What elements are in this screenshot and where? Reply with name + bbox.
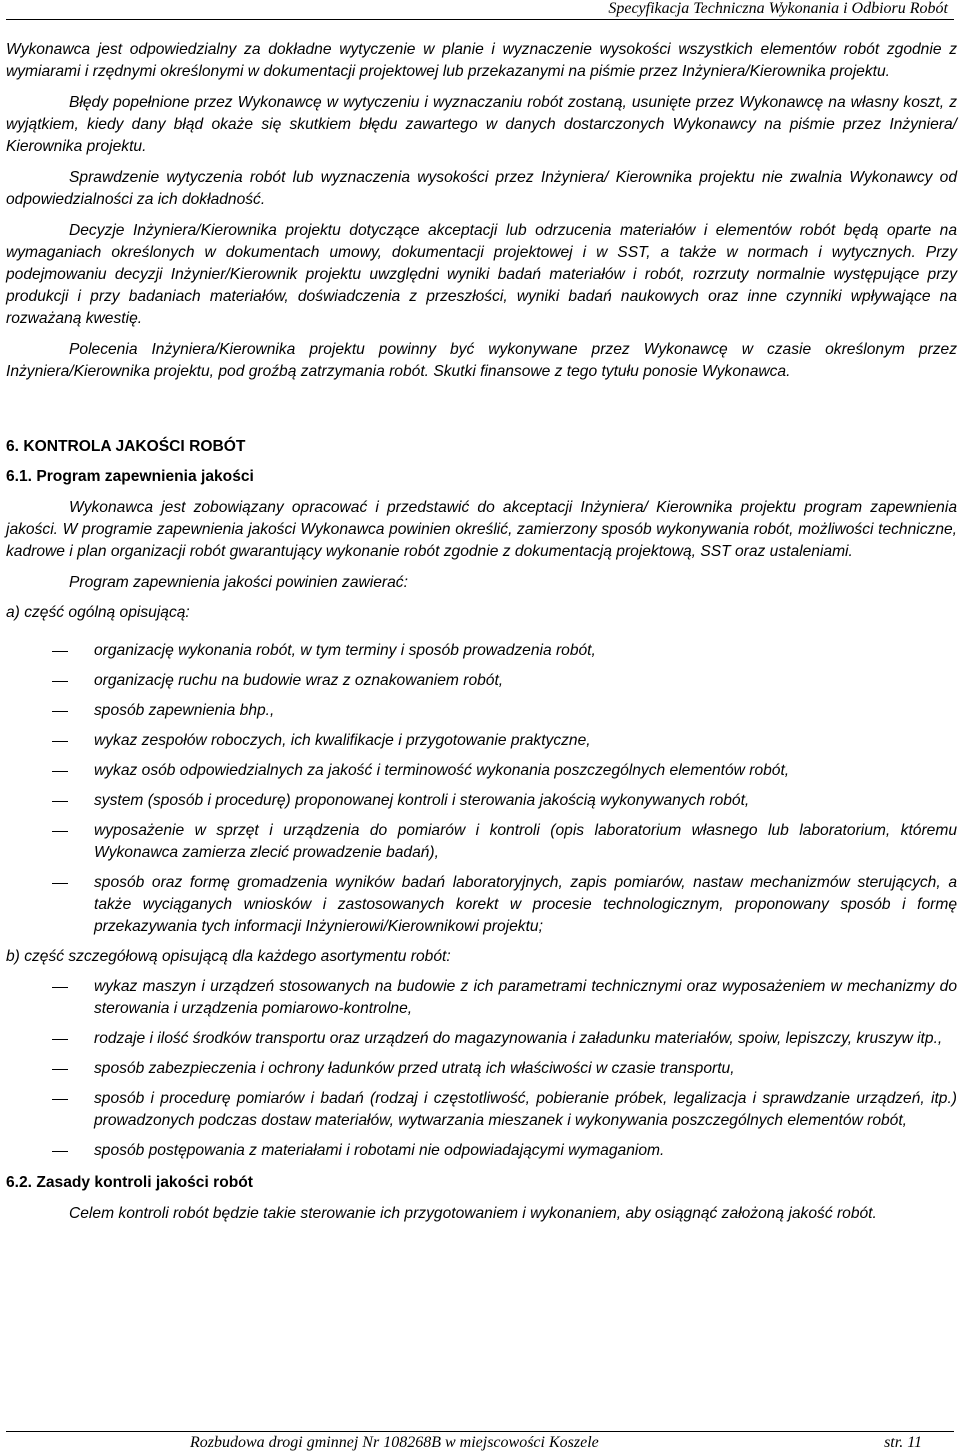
paragraph-errors: Błędy popełnione przez Wykonawcę w wytyczeniu i wyznaczaniu robót zostaną, usunięte przez Wykonawcę na własny koszt, z wyjątkiem, kiedy dany błąd okaże się skutkiem błędu zawartego w danych dostarczonych Wykonawcy na piśmie przez Inżyniera/ Kierownika projektu. [6,94,957,155]
document-body [6,39,957,1225]
list-item: wykaz zespołów roboczych, ich kwalifikacje i przygotowanie praktyczne, [6,730,957,752]
dash-bullet-icon [52,771,68,772]
dash-bullet-icon [52,987,68,988]
list-item: rodzaje i ilość środków transportu oraz urządzeń do magazynowania i załadunku materiałów, spoiw, lepiszczy, kruszyw itp., [6,1028,957,1050]
paragraph-program-contents: Program zapewnienia jakości powinien zawierać: [69,574,408,591]
list-item: wykaz maszyn i urządzeń stosowanych na budowie z ich parametrami technicznymi oraz wyposażeniem w mechanizmy do sterowania i urządzenia pomiarowo-kontrolne, [6,976,957,1020]
list-item: organizację ruchu na budowie wraz z oznakowaniem robót, [6,670,957,692]
list-item: sposób zabezpieczenia i ochrony ładunków przed utratą ich właściwości w czasie transportu, [6,1058,957,1080]
list-item: wyposażenie w sprzęt i urządzenia do pomiarów i kontroli (opis laboratorium własnego lub laboratorium, któremu Wykonawca zamierza zlecić prowadzenie badań), [6,820,957,864]
dash-bullet-icon [52,651,68,652]
subsection-heading-quality-program: 6.1. Program zapewnienia jakości [6,468,254,485]
dash-bullet-icon [52,883,68,884]
section-heading-quality-control: 6. KONTROLA JAKOŚCI ROBÓT [6,438,246,455]
header-rule [6,19,954,20]
dash-bullet-icon [52,1069,68,1070]
list-item: sposób oraz formę gromadzenia wyników badań laboratoryjnych, zapis pomiarów, nastaw mechanizmów sterujących, a także wyciąganych wniosków i zastosowanych korekt w procesie technologicznym, proponowany sposób i formę przekazywania tych informacji Inżynierowi/Kierownikowi projektu; [6,872,957,938]
list-item: wykaz osób odpowiedzialnych za jakość i terminowość wykonania poszczególnych elementów robót, [6,760,957,782]
part-a-list [6,640,957,938]
dash-bullet-icon [52,711,68,712]
list-item: organizację wykonania robót, w tym terminy i sposób prowadzenia robót, [6,640,957,662]
part-a-label: a) część ogólną opisującą: [6,604,190,621]
dash-bullet-icon [52,1151,68,1152]
footer-page-number: str. 11 [884,1434,922,1451]
page-header-title: Specyfikacja Techniczna Wykonania i Odbioru Robót [608,0,948,17]
footer-rule [6,1431,954,1432]
part-b-label: b) część szczegółową opisującą dla każdego asortymentu robót: [6,948,451,965]
footer-project-name: Rozbudowa drogi gminnej Nr 108268B w miejscowości Koszele [190,1434,599,1451]
list-item: sposób postępowania z materiałami i robotami nie odpowiadającymi wymaganiom. [6,1140,957,1162]
dash-bullet-icon [52,741,68,742]
list-item: system (sposób i procedurę) proponowanej kontroli i sterowania jakością wykonywanych robót, [6,790,957,812]
dash-bullet-icon [52,831,68,832]
paragraph-verification: Sprawdzenie wytyczenia robót lub wyznaczenia wysokości przez Inżyniera/ Kierownika projektu nie zwalnia Wykonawcy od odpowiedzialności za ich dokładność. [6,169,957,208]
subsection-heading-quality-rules: 6.2. Zasady kontroli jakości robót [6,1174,253,1191]
part-b-list [6,976,957,1162]
paragraph-orders: Polecenia Inżyniera/Kierownika projektu powinny być wykonywane przez Wykonawcę w czasie określonym przez Inżyniera/Kierownika projektu, pod groźbą zatrzymania robót. Skutki finansowe z tego tytułu ponosie Wykonawca. [6,341,957,380]
paragraph-decisions: Decyzje Inżyniera/Kierownika projektu dotyczące akceptacji lub odrzucenia materiałów i elementów robót będą oparte na wymaganiach określonych w dokumentach umowy, dokumentacji projektowej i w SST, a także w normach i wytycznych. Przy podejmowaniu decyzji Inżynier/Kierownik projektu uwzględni wyniki badań materiałów i robót, rozrzuty normalnie występujące przy produkcji i przy badaniach materiałów, doświadczenia z przeszłości, wyniki badań naukowych oraz inne czynniki wpływające na rozważaną kwestię. [6,222,957,327]
paragraph-quality-program: Wykonawca jest zobowiązany opracować i przedstawić do akceptacji Inżyniera/ Kierownika projektu program zapewnienia jakości. W programie zapewnienia jakości Wykonawca powinien określić, zamierzony sposób wykonywania robót, możliwości techniczne, kadrowe i plan organizacji robót gwarantujący wykonanie robót zgodnie z dokumentacją projektową, SST oraz ustaleniami. [6,499,957,560]
dash-bullet-icon [52,1099,68,1100]
dash-bullet-icon [52,801,68,802]
dash-bullet-icon [52,1039,68,1040]
dash-bullet-icon [52,681,68,682]
paragraph-control-goal: Celem kontroli robót będzie takie sterowanie ich przygotowaniem i wykonaniem, aby osiągnąć założoną jakość robót. [69,1205,877,1222]
list-item: sposób i procedurę pomiarów i badań (rodzaj i częstotliwość, pobieranie próbek, legalizacja i sprawdzanie urządzeń, itp.) prowadzonych podczas dostaw materiałów, wytwarzania mieszanek i wykonywania poszczególnych elementów robót, [6,1088,957,1132]
list-item: sposób zapewnienia bhp., [6,700,957,722]
paragraph-layout-responsibility: Wykonawca jest odpowiedzialny za dokładne wytyczenie w planie i wyznaczenie wysokości wszystkich elementów robót zgodnie z wymiarami i rzędnymi określonymi w dokumentacji projektowej lub przekazanymi na piśmie przez Inżyniera/Kierownika projektu. [6,41,957,80]
